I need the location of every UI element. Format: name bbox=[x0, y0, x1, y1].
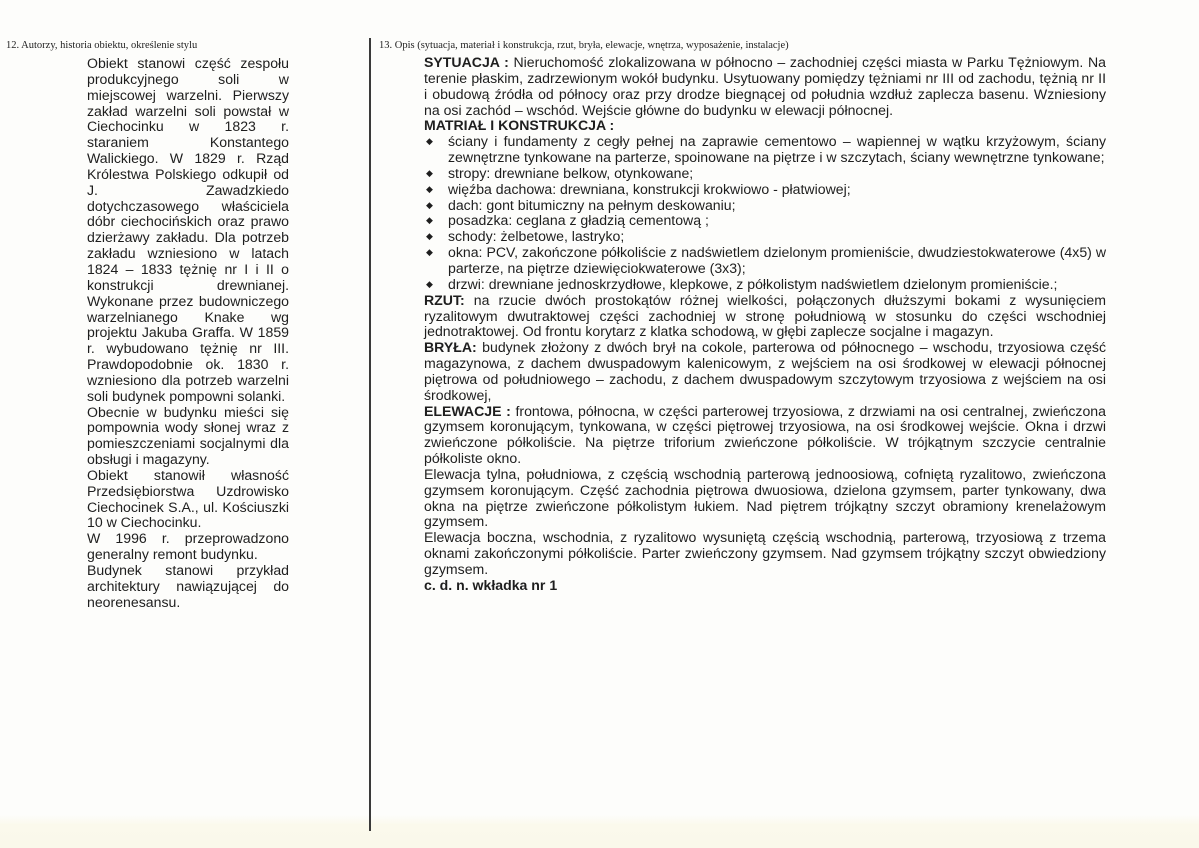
bryla-paragraph bbox=[424, 340, 1106, 403]
elewacje-text: frontowa, północna, w części parterowej trzyosiowa, z drzwiami na osi centralnej, zwieńczona gzymsem koronującym, tynkowana, w części piętrowej trzyosiowa, na osi środkowej wejście. Okna i drzwi zwieńczone półkoliście. Na piętrze triforium zwieńczone półkoliście. W trójkątnym szczycie centralnie półkoliste okno. bbox=[424, 402, 1106, 467]
bryla-heading: BRYŁA: bbox=[424, 339, 477, 356]
diamond-bullet-icon: ◆ bbox=[426, 278, 433, 289]
sytuacja-paragraph bbox=[424, 55, 1106, 118]
history-paragraph: Budynek stanowi przykład architektury nawiązującej do neorenesansu. bbox=[87, 562, 289, 610]
section-13-caption: 13. Opis (sytuacja, materiał i konstrukcja, rzut, bryła, elewacje, wnętrza, wyposażenie, instalacje) bbox=[379, 40, 789, 51]
material-item: ◆ okna: PCV, zakończone półkoliście z nadświetlem dzielonym promieniście, dwudziestokwaterowe (4x5) w parterze, na piętrze dziewięciokwaterowe (3x3); bbox=[426, 244, 1106, 276]
section-12-caption: 12. Autorzy, historia obiektu, określenie stylu bbox=[6, 40, 198, 51]
material-item: ◆ schody: żelbetowe, lastryko; bbox=[426, 228, 625, 245]
material-list bbox=[424, 134, 1106, 292]
material-item: ◆ posadzka: ceglana z gładzią cementową ; bbox=[426, 212, 709, 229]
history-paragraph: Obiekt stanowił własność Przedsiębiorstwa Uzdrowisko Ciechocinek S.A., ul. Kościuszki 10 w Ciechocinku. bbox=[87, 466, 289, 531]
paper-tint bbox=[0, 815, 1199, 848]
description-column bbox=[424, 55, 1106, 594]
diamond-bullet-icon: ◆ bbox=[426, 136, 433, 147]
bryla-text: budynek złożony z dwóch brył na cokole, parterowa od północnego – wschodu, trzyosiowa część magazynowa, z dachem dwuspadowym kalenicowym, z wejściem na osi środkowej w elewacji północnej piętrowa od południowego – zachodu, z dachem dwuspadowym szczytowym trzyosiowa z wejściem na osi środkowej, bbox=[424, 339, 1107, 403]
history-column bbox=[87, 56, 289, 611]
material-item: ◆ więźba dachowa: drewniana, konstrukcji krokwiowo - płatwiowej; bbox=[426, 180, 851, 197]
material-heading: MATRIAŁ I KONSTRUKCJA : bbox=[424, 117, 615, 134]
elewacje-paragraph bbox=[424, 404, 1106, 467]
diamond-bullet-icon: ◆ bbox=[426, 231, 433, 242]
elewacja-tylna-paragraph: Elewacja tylna, południowa, z częścią wschodnią parterową jednoosiową, cofniętą ryzalitowo, zwieńczona gzymsem koronującym. Część zachodnia piętrowa dwuosiowa, dzielona gzymsem, parter tynkowany, dwa okna na piętrze zwieńczone półkolistym łukiem. Nad piętrem trójkątny szczyt obramiony krenelażowym gzymsem. bbox=[424, 465, 1106, 530]
history-paragraph: Obecnie w budynku mieści się pompownia wody słonej wraz z pomieszczeniami socjalnymi dla obsługi i magazyny. bbox=[87, 403, 289, 468]
rzut-text: na rzucie dwóch prostokątów różnej wielkości, połączonych dłuższymi bokami z wysunięciem ryzalitowym dwutraktowej części zachodniej w stronę południową w stosunku do części wschodniej jednotraktowej. Od frontu korytarz z klatka schodową, w głębi zaplecze socjalne i magazyn. bbox=[424, 291, 1107, 340]
sytuacja-heading: SYTUACJA : bbox=[424, 54, 509, 70]
sytuacja-text: Nieruchomość zlokalizowana w północno – zachodniej części miasta w Parku Tężniowym. Na terenie płaskim, zadrzewionym wokół budynku. Usytuowany pomiędzy tężniami nr III od zachodu, tężnią nr II i obudową źródła od północy oraz przy drodze biegnącej od południa wzdłuż zaplecza basenu. Wzniesiony na osi zachód – wschód. Wejście główne do budynku w elewacji północnej. bbox=[424, 54, 1107, 118]
continuation-note: c. d. n. wkładka nr 1 bbox=[424, 576, 558, 593]
rzut-heading: RZUT: bbox=[424, 291, 465, 308]
column-divider bbox=[369, 38, 371, 831]
history-paragraph: Obiekt stanowi część zespołu produkcyjnego soli w miejscowej warzelni. Pierwszy zakład warzelni soli powstał w Ciechocinku w 1823 r. staraniem Konstantego Walickiego. W 1829 r. Rząd Królestwa Polskiego odkupił od J. Zawadzkiedo dotychczasowego właściciela dóbr ciechocińskich oraz prawo dzierżawy zakładu. Dla potrzeb zakładu wzniesiono w latach 1824 – 1833 tężnię nr I i II o konstrukcji drewnianej. Wykonane przez budowniczego warzelnianego Knake wg projektu Jakuba Graffa. W 1859 r. wybudowano tężnię nr III. Prawdopodobnie ok. 1830 r. wzniesiono dla potrzeb warzelni soli budynek pompowni solanki. bbox=[87, 55, 289, 404]
material-item: ◆ stropy: drewniane belkow, otynkowane; bbox=[426, 164, 694, 181]
material-item: ◆ drzwi: drewniane jednoskrzydłowe, klepkowe, z półkolistym nadświetlem dzielonym promieniście.; bbox=[426, 275, 1058, 292]
diamond-bullet-icon: ◆ bbox=[426, 199, 433, 210]
elewacja-boczna-paragraph: Elewacja boczna, wschodnia, z ryzalitowo wysuniętą częścią wschodnią, parterową, trzyosiową z trzema oknami zakończonymi półkoliście. Parter zwieńczony gzymsem. Nad gzymsem trójkątny szczyt obwiedziony gzymsem. bbox=[424, 529, 1106, 577]
material-item: ◆ ściany i fundamenty z cegły pełnej na zaprawie cementowo – wapiennej w wątku krzyżowym, ściany zewnętrzne tynkowane na parterze, spoinowane na piętrze i w szczytach, ściany wewnętrzne tynkowane; bbox=[426, 133, 1106, 166]
material-item: ◆ dach: gont bitumiczny na pełnym deskowaniu; bbox=[426, 196, 736, 213]
diamond-bullet-icon: ◆ bbox=[426, 167, 433, 178]
diamond-bullet-icon: ◆ bbox=[426, 247, 433, 258]
rzut-paragraph bbox=[424, 293, 1106, 341]
diamond-bullet-icon: ◆ bbox=[426, 215, 433, 226]
diamond-bullet-icon: ◆ bbox=[426, 183, 433, 194]
elewacje-heading: ELEWACJE : bbox=[424, 402, 511, 419]
history-paragraph: W 1996 r. przeprowadzono generalny remont budynku. bbox=[87, 530, 289, 563]
